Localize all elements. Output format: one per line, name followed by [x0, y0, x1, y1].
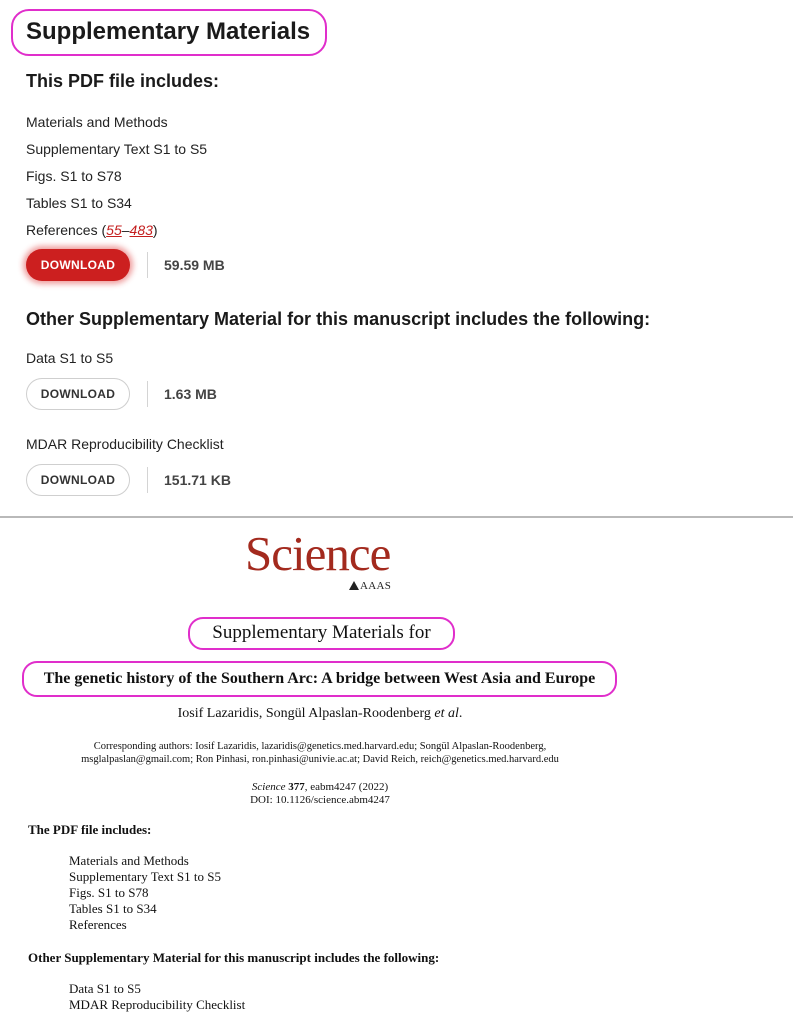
mdar-download-row [26, 464, 231, 496]
pdf-item-figures: Figs. S1 to S78 [26, 168, 122, 184]
other-materials-list [69, 981, 245, 1013]
download-separator [147, 252, 148, 278]
pdf-includes-heading: This PDF file includes: [26, 71, 220, 91]
other-materials-heading-print: Other Supplementary Material for this manuscript includes the following: [28, 950, 440, 965]
pdf-preview-panel [0, 518, 793, 1031]
references-prefix: References ( [26, 222, 107, 238]
list-item: Supplementary Text S1 to S5 [69, 869, 221, 884]
list-item: Data S1 to S5 [69, 981, 141, 996]
other-item-mdar-name: MDAR Reproducibility Checklist [26, 436, 224, 452]
download-separator [147, 467, 148, 493]
paper-title: The genetic history of the Southern Arc: A bridge between West Asia and Europe [22, 661, 617, 697]
citation-doi: DOI: 10.1126/science.abm4247 [250, 794, 390, 806]
list-item: References [69, 917, 127, 932]
reference-link-483[interactable]: 483 [129, 222, 153, 238]
references-suffix: ) [152, 222, 158, 238]
list-item: MDAR Reproducibility Checklist [69, 997, 246, 1012]
list-item: Tables S1 to S34 [69, 901, 157, 916]
pdf-item-materials-methods: Materials and Methods [26, 114, 168, 130]
pdf-includes-heading-print: The PDF file includes: [28, 822, 152, 837]
reference-link-55[interactable]: 55 [106, 222, 122, 238]
authors-et-al: et al [434, 706, 459, 721]
citation-volume: 377 [288, 781, 305, 793]
mdar-file-size: 151.71 KB [164, 472, 231, 488]
science-logo-text: Science [245, 526, 391, 581]
pdf-item-supplementary-text: Supplementary Text S1 to S5 [26, 141, 208, 157]
pdf-item-references [26, 222, 158, 238]
aaas-mark-icon [349, 581, 359, 590]
corresponding-authors [0, 740, 640, 766]
pdf-item-tables: Tables S1 to S34 [26, 195, 132, 211]
list-item: Materials and Methods [69, 853, 189, 868]
other-item-data-name: Data S1 to S5 [26, 350, 114, 366]
page-title: Supplementary Materials [11, 9, 327, 56]
data-download-button[interactable]: DOWNLOAD [26, 378, 130, 410]
citation-journal: Science [251, 781, 286, 793]
citation-rest: , eabm4247 (2022) [304, 781, 389, 793]
pdf-download-row [26, 249, 225, 281]
references-dash: – [121, 222, 130, 238]
download-separator [147, 381, 148, 407]
science-logo [245, 528, 395, 594]
citation-line [0, 781, 640, 794]
pdf-download-button[interactable]: DOWNLOAD [26, 249, 130, 281]
pdf-file-size: 59.59 MB [164, 257, 225, 273]
corresponding-line-1: Corresponding authors: Iosif Lazaridis, lazaridis@genetics.med.harvard.edu; Songül Alpaslan-Roodenberg, [93, 741, 547, 752]
authors-period: . [458, 706, 463, 721]
paper-authors [0, 706, 640, 722]
aaas-logo-text: AAAS [360, 580, 392, 592]
mdar-download-button[interactable]: DOWNLOAD [26, 464, 130, 496]
pdf-supplementary-heading: Supplementary Materials for [188, 617, 455, 650]
data-file-size: 1.63 MB [164, 386, 217, 402]
other-materials-heading: Other Supplementary Material for this manuscript includes the following: [26, 309, 651, 329]
data-download-row [26, 378, 217, 410]
list-item: Figs. S1 to S78 [69, 885, 149, 900]
aaas-logo [349, 580, 391, 592]
pdf-includes-list [69, 853, 221, 933]
authors-names: Iosif Lazaridis, Songül Alpaslan-Roodenberg [177, 706, 431, 721]
citation-block [0, 781, 640, 807]
corresponding-line-2: msglalpaslan@gmail.com; Ron Pinhasi, ron.pinhasi@univie.ac.at; David Reich, reich@genetics.med.harvard.edu [81, 754, 559, 765]
